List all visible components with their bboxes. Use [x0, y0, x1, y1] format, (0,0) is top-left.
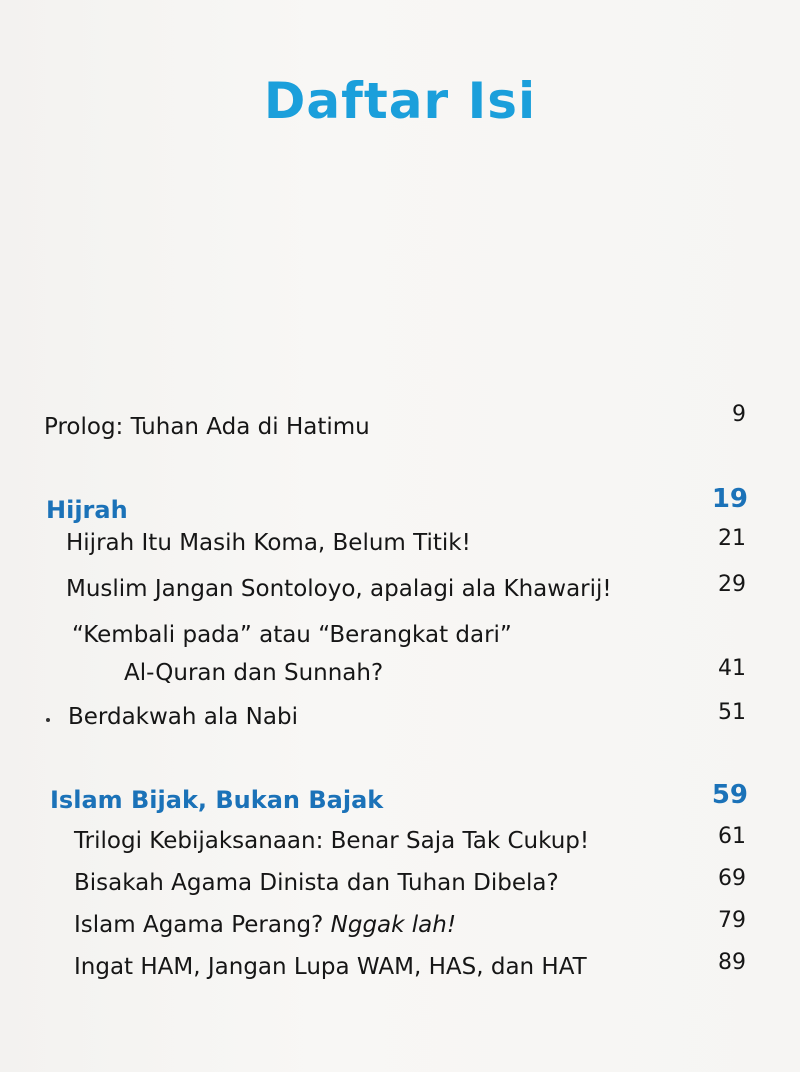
toc-section-page: 19: [711, 484, 748, 514]
toc-entry: [0, 622, 800, 702]
toc-entry-label: Berdakwah ala Nabi: [68, 704, 298, 730]
toc-entry-label: Hijrah Itu Masih Koma, Belum Titik!: [66, 530, 471, 556]
toc-entry-page: 69: [718, 866, 746, 891]
toc-entry-page: 61: [718, 824, 746, 849]
toc-entry-page: 89: [718, 950, 746, 975]
toc-section-hijrah: [0, 484, 800, 530]
toc-section-islam-bijak: [0, 780, 800, 820]
toc-entry-page: 9: [732, 402, 746, 427]
stray-mark: [46, 718, 50, 722]
toc-entry-page: 41: [718, 656, 746, 681]
toc-entry-label: Ingat HAM, Jangan Lupa WAM, HAS, dan HAT: [74, 954, 587, 980]
toc-entry-label-italic: Nggak lah!: [330, 912, 457, 938]
toc-entry-page: 29: [718, 572, 746, 597]
toc-entry-label-line1: “Kembali pada” atau “Berangkat dari”: [72, 622, 512, 648]
toc-entry: [0, 526, 800, 564]
toc-entry: [0, 700, 800, 738]
toc-section-heading: Hijrah: [46, 496, 128, 524]
toc-entry-page: 51: [718, 700, 746, 725]
toc-entry-label: Trilogi Kebijaksanaan: Benar Saja Tak Cukup!: [74, 828, 590, 854]
toc-entry: [0, 866, 800, 904]
toc-entry-page: 79: [718, 908, 746, 933]
toc-entry-label: Muslim Jangan Sontoloyo, apalagi ala Khawarij!: [66, 576, 612, 602]
toc-entry: [0, 950, 800, 988]
toc-entry-label: Prolog: Tuhan Ada di Hatimu: [44, 414, 370, 440]
page-title: Daftar Isi: [263, 72, 537, 130]
toc-entry-page: 21: [718, 526, 746, 551]
toc-entry-label-text: Islam Agama Perang?: [74, 912, 324, 938]
toc-entry: [0, 572, 800, 610]
toc-entry-label-line2: Al-Quran dan Sunnah?: [124, 660, 384, 686]
toc-entry-label: [74, 912, 456, 938]
toc-entry-prolog: [0, 402, 800, 442]
toc-entry: [0, 824, 800, 862]
toc-section-heading: Islam Bijak, Bukan Bajak: [50, 786, 384, 814]
toc-entry: [0, 908, 800, 946]
toc-section-page: 59: [711, 780, 748, 810]
toc-entry-label: Bisakah Agama Dinista dan Tuhan Dibela?: [74, 870, 559, 896]
